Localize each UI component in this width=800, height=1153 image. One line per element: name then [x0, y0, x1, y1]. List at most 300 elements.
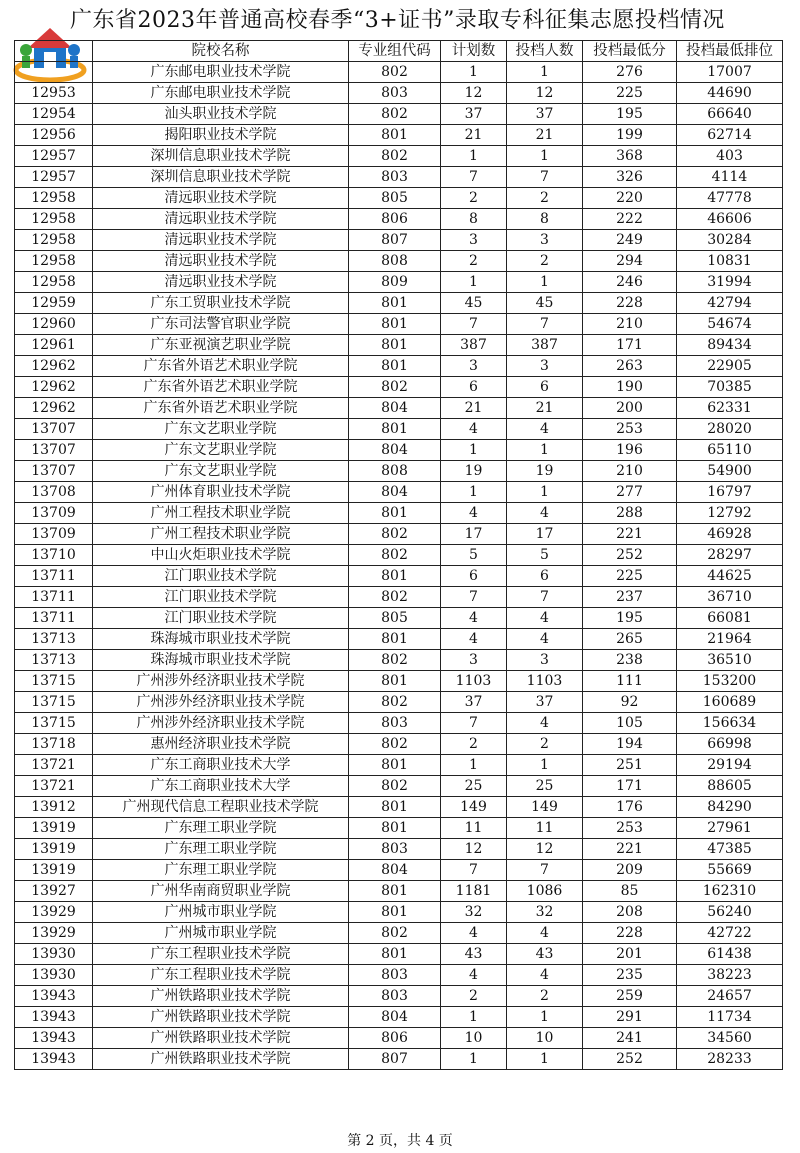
cell-plan-count: 37 — [441, 104, 507, 125]
cell-admitted-count: 4 — [507, 608, 583, 629]
table-row — [15, 440, 783, 461]
cell-admitted-count: 17 — [507, 524, 583, 545]
cell-plan-count: 2 — [441, 734, 507, 755]
cell-min-rank: 29194 — [677, 755, 783, 776]
cell-min-score: 249 — [583, 230, 677, 251]
cell-plan-count: 21 — [441, 398, 507, 419]
cell-major-group-code: 801 — [349, 356, 441, 377]
cell-institution-name: 广东工商职业技术大学 — [93, 755, 349, 776]
cell-major-group-code: 801 — [349, 419, 441, 440]
cell-major-group-code: 802 — [349, 104, 441, 125]
table-row — [15, 503, 783, 524]
cell-admitted-count: 1 — [507, 272, 583, 293]
cell-min-rank: 44625 — [677, 566, 783, 587]
cell-institution-code: 13713 — [15, 650, 93, 671]
cell-min-score: 265 — [583, 629, 677, 650]
cell-institution-name: 广州华南商贸职业学院 — [93, 881, 349, 902]
cell-major-group-code: 803 — [349, 986, 441, 1007]
table-row — [15, 167, 783, 188]
cell-plan-count: 7 — [441, 713, 507, 734]
table-row — [15, 692, 783, 713]
cell-min-score: 237 — [583, 587, 677, 608]
column-header-min-rank: 投档最低排位 — [677, 41, 783, 62]
cell-min-score: 238 — [583, 650, 677, 671]
cell-plan-count: 7 — [441, 587, 507, 608]
cell-min-score: 171 — [583, 335, 677, 356]
cell-major-group-code: 801 — [349, 944, 441, 965]
table-row — [15, 335, 783, 356]
cell-min-score: 263 — [583, 356, 677, 377]
cell-min-score: 221 — [583, 839, 677, 860]
cell-institution-name: 广州城市职业学院 — [93, 902, 349, 923]
cell-min-rank: 27961 — [677, 818, 783, 839]
table-row — [15, 146, 783, 167]
cell-min-score: 190 — [583, 377, 677, 398]
cell-institution-name: 珠海城市职业技术学院 — [93, 629, 349, 650]
cell-admitted-count: 2 — [507, 188, 583, 209]
cell-plan-count: 1103 — [441, 671, 507, 692]
cell-institution-name: 广州铁路职业技术学院 — [93, 1028, 349, 1049]
cell-institution-name: 广东邮电职业技术学院 — [93, 62, 349, 83]
table-row — [15, 398, 783, 419]
cell-admitted-count: 12 — [507, 83, 583, 104]
cell-institution-code: 12961 — [15, 335, 93, 356]
cell-min-score: 194 — [583, 734, 677, 755]
cell-major-group-code: 807 — [349, 230, 441, 251]
cell-plan-count: 11 — [441, 818, 507, 839]
cell-institution-name: 广州工程技术职业学院 — [93, 524, 349, 545]
cell-min-score: 111 — [583, 671, 677, 692]
cell-min-score: 326 — [583, 167, 677, 188]
cell-min-rank: 46606 — [677, 209, 783, 230]
cell-min-score: 208 — [583, 902, 677, 923]
admissions-table — [14, 40, 783, 1070]
cell-min-rank: 66998 — [677, 734, 783, 755]
cell-institution-name: 广州工程技术职业学院 — [93, 503, 349, 524]
table-row — [15, 272, 783, 293]
table-row — [15, 293, 783, 314]
cell-institution-name: 汕头职业技术学院 — [93, 104, 349, 125]
cell-min-rank: 38223 — [677, 965, 783, 986]
cell-institution-name: 广州体育职业技术学院 — [93, 482, 349, 503]
table-row — [15, 356, 783, 377]
cell-min-score: 210 — [583, 314, 677, 335]
cell-admitted-count: 4 — [507, 629, 583, 650]
cell-plan-count: 1 — [441, 482, 507, 503]
cell-institution-code — [15, 62, 93, 83]
cell-min-rank: 12792 — [677, 503, 783, 524]
cell-major-group-code: 803 — [349, 965, 441, 986]
cell-institution-code: 13721 — [15, 776, 93, 797]
cell-admitted-count: 1 — [507, 755, 583, 776]
cell-min-score: 228 — [583, 923, 677, 944]
table-row — [15, 83, 783, 104]
cell-major-group-code: 801 — [349, 797, 441, 818]
cell-institution-code: 13710 — [15, 545, 93, 566]
cell-min-rank: 36710 — [677, 587, 783, 608]
cell-min-score: 171 — [583, 776, 677, 797]
cell-institution-name: 深圳信息职业技术学院 — [93, 167, 349, 188]
cell-major-group-code: 802 — [349, 776, 441, 797]
cell-institution-name: 广东理工职业学院 — [93, 839, 349, 860]
table-row — [15, 818, 783, 839]
cell-institution-code: 13718 — [15, 734, 93, 755]
table-row — [15, 125, 783, 146]
cell-institution-code: 12957 — [15, 146, 93, 167]
cell-plan-count: 6 — [441, 377, 507, 398]
cell-plan-count: 3 — [441, 356, 507, 377]
cell-admitted-count: 1103 — [507, 671, 583, 692]
cell-major-group-code: 802 — [349, 62, 441, 83]
cell-plan-count: 1 — [441, 440, 507, 461]
cell-institution-name: 广州城市职业学院 — [93, 923, 349, 944]
cell-admitted-count: 8 — [507, 209, 583, 230]
cell-min-rank: 54900 — [677, 461, 783, 482]
column-header-institution-name: 院校名称 — [93, 41, 349, 62]
cell-min-rank: 65110 — [677, 440, 783, 461]
cell-major-group-code: 801 — [349, 314, 441, 335]
cell-institution-name: 广东理工职业学院 — [93, 860, 349, 881]
cell-min-rank: 10831 — [677, 251, 783, 272]
cell-plan-count: 2 — [441, 188, 507, 209]
cell-institution-code: 13927 — [15, 881, 93, 902]
cell-institution-name: 中山火炬职业技术学院 — [93, 545, 349, 566]
cell-institution-name: 广东工程职业技术学院 — [93, 965, 349, 986]
cell-min-rank: 22905 — [677, 356, 783, 377]
cell-institution-name: 清远职业技术学院 — [93, 230, 349, 251]
cell-min-score: 276 — [583, 62, 677, 83]
cell-admitted-count: 1 — [507, 482, 583, 503]
cell-min-rank: 42722 — [677, 923, 783, 944]
cell-admitted-count: 11 — [507, 818, 583, 839]
cell-plan-count: 32 — [441, 902, 507, 923]
cell-min-score: 251 — [583, 755, 677, 776]
cell-min-rank: 66081 — [677, 608, 783, 629]
cell-min-rank: 36510 — [677, 650, 783, 671]
cell-institution-name: 广州铁路职业技术学院 — [93, 986, 349, 1007]
cell-plan-count: 5 — [441, 545, 507, 566]
cell-plan-count: 1 — [441, 1007, 507, 1028]
cell-major-group-code: 809 — [349, 272, 441, 293]
cell-admitted-count: 1 — [507, 1007, 583, 1028]
cell-min-score: 228 — [583, 293, 677, 314]
cell-admitted-count: 21 — [507, 125, 583, 146]
cell-institution-name: 广东理工职业学院 — [93, 818, 349, 839]
cell-admitted-count: 387 — [507, 335, 583, 356]
cell-min-rank: 28297 — [677, 545, 783, 566]
cell-admitted-count: 1 — [507, 146, 583, 167]
column-header-institution-code — [15, 41, 93, 62]
cell-institution-name: 广东文艺职业学院 — [93, 461, 349, 482]
page-title: 广东省2023年普通高校春季“3+证书”录取专科征集志愿投档情况 — [70, 8, 725, 33]
cell-min-rank: 403 — [677, 146, 783, 167]
cell-min-rank: 70385 — [677, 377, 783, 398]
cell-min-rank: 47778 — [677, 188, 783, 209]
table-row — [15, 734, 783, 755]
cell-admitted-count: 2 — [507, 251, 583, 272]
cell-institution-code: 13713 — [15, 629, 93, 650]
table-row — [15, 566, 783, 587]
cell-major-group-code: 804 — [349, 398, 441, 419]
cell-plan-count: 4 — [441, 965, 507, 986]
table-row — [15, 986, 783, 1007]
table-row — [15, 881, 783, 902]
cell-admitted-count: 1 — [507, 62, 583, 83]
cell-institution-name: 广东省外语艺术职业学院 — [93, 356, 349, 377]
table-row — [15, 251, 783, 272]
cell-major-group-code: 805 — [349, 188, 441, 209]
cell-min-rank: 30284 — [677, 230, 783, 251]
cell-plan-count: 7 — [441, 314, 507, 335]
cell-major-group-code: 803 — [349, 839, 441, 860]
table-row — [15, 461, 783, 482]
table-row — [15, 902, 783, 923]
table-row — [15, 524, 783, 545]
cell-major-group-code: 801 — [349, 629, 441, 650]
cell-institution-code: 12962 — [15, 377, 93, 398]
cell-plan-count: 1 — [441, 272, 507, 293]
cell-institution-name: 广东亚视演艺职业学院 — [93, 335, 349, 356]
cell-min-rank: 21964 — [677, 629, 783, 650]
table-row — [15, 377, 783, 398]
cell-plan-count: 25 — [441, 776, 507, 797]
cell-admitted-count: 4 — [507, 923, 583, 944]
cell-institution-name: 广东工贸职业技术学院 — [93, 293, 349, 314]
cell-institution-name: 广州铁路职业技术学院 — [93, 1049, 349, 1070]
cell-admitted-count: 12 — [507, 839, 583, 860]
cell-institution-name: 广东文艺职业学院 — [93, 419, 349, 440]
cell-major-group-code: 801 — [349, 902, 441, 923]
cell-institution-name: 江门职业技术学院 — [93, 587, 349, 608]
cell-institution-code: 13711 — [15, 608, 93, 629]
table-row — [15, 776, 783, 797]
cell-major-group-code: 802 — [349, 545, 441, 566]
cell-institution-code: 13919 — [15, 839, 93, 860]
cell-admitted-count: 43 — [507, 944, 583, 965]
cell-admitted-count: 1 — [507, 1049, 583, 1070]
cell-plan-count: 1 — [441, 1049, 507, 1070]
cell-min-rank: 4114 — [677, 167, 783, 188]
cell-institution-name: 珠海城市职业技术学院 — [93, 650, 349, 671]
cell-major-group-code: 807 — [349, 1049, 441, 1070]
cell-min-rank: 16797 — [677, 482, 783, 503]
cell-min-rank: 31994 — [677, 272, 783, 293]
cell-major-group-code: 803 — [349, 713, 441, 734]
cell-plan-count: 7 — [441, 167, 507, 188]
cell-admitted-count: 4 — [507, 419, 583, 440]
cell-institution-code: 13709 — [15, 524, 93, 545]
cell-major-group-code: 804 — [349, 482, 441, 503]
cell-major-group-code: 801 — [349, 671, 441, 692]
cell-institution-code: 13707 — [15, 440, 93, 461]
cell-institution-name: 揭阳职业技术学院 — [93, 125, 349, 146]
cell-admitted-count: 5 — [507, 545, 583, 566]
cell-institution-code: 12958 — [15, 251, 93, 272]
cell-plan-count: 1181 — [441, 881, 507, 902]
cell-min-rank: 46928 — [677, 524, 783, 545]
cell-institution-name: 广东省外语艺术职业学院 — [93, 377, 349, 398]
cell-major-group-code: 804 — [349, 1007, 441, 1028]
cell-plan-count: 10 — [441, 1028, 507, 1049]
cell-min-score: 368 — [583, 146, 677, 167]
cell-min-score: 291 — [583, 1007, 677, 1028]
column-header-plan-count: 计划数 — [441, 41, 507, 62]
cell-min-score: 221 — [583, 524, 677, 545]
cell-institution-name: 江门职业技术学院 — [93, 608, 349, 629]
cell-major-group-code: 808 — [349, 461, 441, 482]
cell-plan-count: 4 — [441, 419, 507, 440]
cell-plan-count: 37 — [441, 692, 507, 713]
cell-major-group-code: 805 — [349, 608, 441, 629]
cell-institution-code: 12958 — [15, 209, 93, 230]
table-row — [15, 608, 783, 629]
table-row — [15, 944, 783, 965]
column-header-major-group-code: 专业组代码 — [349, 41, 441, 62]
cell-major-group-code: 804 — [349, 860, 441, 881]
cell-major-group-code: 801 — [349, 503, 441, 524]
table-row — [15, 1007, 783, 1028]
cell-min-score: 288 — [583, 503, 677, 524]
cell-min-rank: 24657 — [677, 986, 783, 1007]
cell-institution-name: 清远职业技术学院 — [93, 209, 349, 230]
cell-min-rank: 66640 — [677, 104, 783, 125]
cell-institution-code: 13943 — [15, 1007, 93, 1028]
cell-min-score: 220 — [583, 188, 677, 209]
cell-institution-code: 12958 — [15, 272, 93, 293]
cell-min-score: 225 — [583, 83, 677, 104]
cell-min-rank: 62714 — [677, 125, 783, 146]
cell-major-group-code: 802 — [349, 524, 441, 545]
cell-major-group-code: 802 — [349, 377, 441, 398]
cell-min-rank: 89434 — [677, 335, 783, 356]
cell-major-group-code: 808 — [349, 251, 441, 272]
cell-admitted-count: 149 — [507, 797, 583, 818]
cell-plan-count: 21 — [441, 125, 507, 146]
cell-plan-count: 1 — [441, 755, 507, 776]
cell-plan-count: 149 — [441, 797, 507, 818]
cell-institution-code: 13709 — [15, 503, 93, 524]
cell-plan-count: 7 — [441, 860, 507, 881]
cell-plan-count: 19 — [441, 461, 507, 482]
cell-admitted-count: 6 — [507, 566, 583, 587]
table-row — [15, 860, 783, 881]
cell-min-score: 210 — [583, 461, 677, 482]
cell-min-score: 196 — [583, 440, 677, 461]
cell-institution-code: 12959 — [15, 293, 93, 314]
cell-min-score: 246 — [583, 272, 677, 293]
table-row — [15, 923, 783, 944]
cell-institution-code: 12958 — [15, 230, 93, 251]
cell-major-group-code: 802 — [349, 146, 441, 167]
cell-institution-code: 13930 — [15, 944, 93, 965]
cell-min-rank: 61438 — [677, 944, 783, 965]
cell-min-rank: 17007 — [677, 62, 783, 83]
cell-admitted-count: 21 — [507, 398, 583, 419]
cell-institution-code: 13943 — [15, 986, 93, 1007]
table-row — [15, 104, 783, 125]
cell-major-group-code: 801 — [349, 818, 441, 839]
cell-institution-name: 广东工商职业技术大学 — [93, 776, 349, 797]
cell-institution-code: 13708 — [15, 482, 93, 503]
cell-plan-count: 2 — [441, 251, 507, 272]
cell-institution-code: 13929 — [15, 923, 93, 944]
cell-admitted-count: 2 — [507, 986, 583, 1007]
column-header-admitted-count: 投档人数 — [507, 41, 583, 62]
cell-admitted-count: 6 — [507, 377, 583, 398]
cell-min-score: 294 — [583, 251, 677, 272]
page-number: 第 2 页，共 4 页 — [347, 1133, 453, 1149]
cell-major-group-code: 801 — [349, 755, 441, 776]
cell-major-group-code: 806 — [349, 209, 441, 230]
cell-plan-count: 12 — [441, 839, 507, 860]
table-row — [15, 545, 783, 566]
table-row — [15, 755, 783, 776]
cell-major-group-code: 803 — [349, 167, 441, 188]
cell-min-score: 225 — [583, 566, 677, 587]
table-header-row — [15, 41, 783, 62]
cell-institution-name: 广东省外语艺术职业学院 — [93, 398, 349, 419]
cell-min-score: 241 — [583, 1028, 677, 1049]
cell-plan-count: 6 — [441, 566, 507, 587]
cell-min-rank: 11734 — [677, 1007, 783, 1028]
cell-min-rank: 34560 — [677, 1028, 783, 1049]
cell-admitted-count: 4 — [507, 965, 583, 986]
cell-min-score: 277 — [583, 482, 677, 503]
cell-min-rank: 160689 — [677, 692, 783, 713]
table-row — [15, 482, 783, 503]
cell-institution-code: 12962 — [15, 356, 93, 377]
cell-admitted-count: 3 — [507, 230, 583, 251]
cell-plan-count: 8 — [441, 209, 507, 230]
cell-institution-code: 13711 — [15, 587, 93, 608]
cell-min-rank: 54674 — [677, 314, 783, 335]
cell-major-group-code: 802 — [349, 650, 441, 671]
cell-institution-code: 13715 — [15, 713, 93, 734]
cell-institution-name: 清远职业技术学院 — [93, 272, 349, 293]
cell-admitted-count: 7 — [507, 860, 583, 881]
cell-plan-count: 1 — [441, 146, 507, 167]
cell-institution-name: 广州涉外经济职业技术学院 — [93, 713, 349, 734]
cell-institution-code: 12958 — [15, 188, 93, 209]
cell-institution-code: 12962 — [15, 398, 93, 419]
cell-institution-name: 广州涉外经济职业技术学院 — [93, 692, 349, 713]
table-row — [15, 797, 783, 818]
cell-major-group-code: 801 — [349, 125, 441, 146]
cell-plan-count: 12 — [441, 83, 507, 104]
table-body — [15, 62, 783, 1070]
cell-admitted-count: 2 — [507, 734, 583, 755]
cell-major-group-code: 806 — [349, 1028, 441, 1049]
cell-major-group-code: 802 — [349, 734, 441, 755]
cell-major-group-code: 801 — [349, 881, 441, 902]
cell-admitted-count: 37 — [507, 692, 583, 713]
cell-institution-code: 13707 — [15, 419, 93, 440]
cell-institution-name: 广州现代信息工程职业技术学院 — [93, 797, 349, 818]
cell-admitted-count: 1 — [507, 440, 583, 461]
cell-admitted-count: 32 — [507, 902, 583, 923]
cell-min-score: 176 — [583, 797, 677, 818]
table-row — [15, 671, 783, 692]
cell-min-rank: 44690 — [677, 83, 783, 104]
cell-min-score: 195 — [583, 104, 677, 125]
table-row — [15, 209, 783, 230]
cell-min-score: 253 — [583, 818, 677, 839]
column-header-min-score: 投档最低分 — [583, 41, 677, 62]
cell-institution-name: 广东工程职业技术学院 — [93, 944, 349, 965]
table-row — [15, 1028, 783, 1049]
table-row — [15, 965, 783, 986]
cell-institution-code: 13715 — [15, 671, 93, 692]
